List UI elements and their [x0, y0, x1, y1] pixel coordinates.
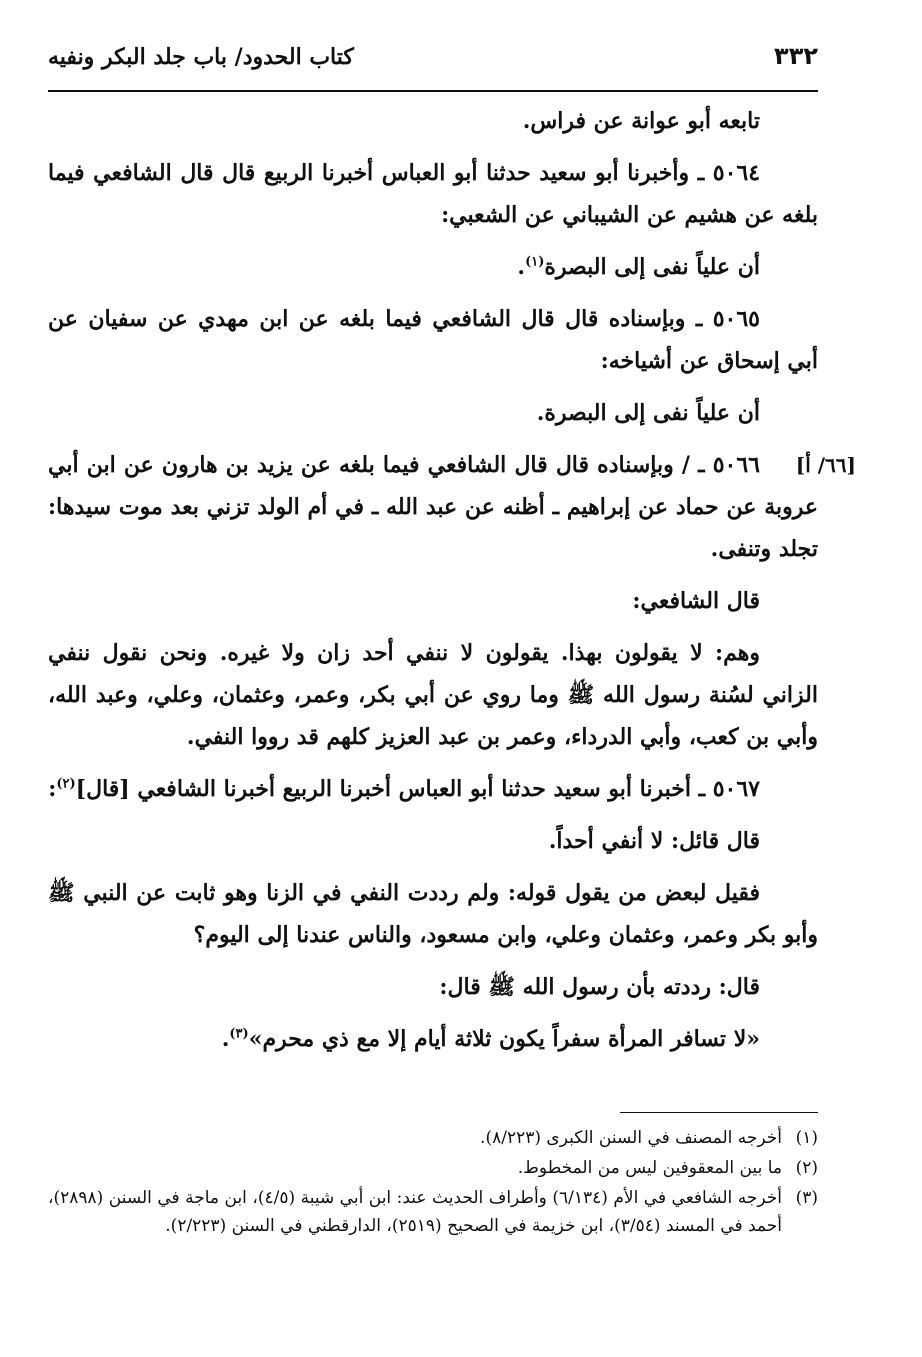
paragraph-text: قال قائل: لا أنفي أحداً. — [548, 828, 760, 854]
footnote-text: أخرجه الشافعي في الأم (٦/١٣٤) وأطراف الحديث عند: ابن أبي شيبة (٤/٥)، ابن ماجة في السنن (٢٨٩٨)، أحمد في المسند (٣/٥٤)، ابن خزيمة في الصحيح (٢٥١٩)، الدارقطني في السنن (٢/٢٢٣). — [48, 1188, 782, 1236]
paragraph-text: أخبرنا أبو سعيد حدثنا أبو العباس أخبرنا الربيع أخبرنا الشافعي [قال] — [75, 776, 691, 802]
paragraph-text: قال: رددته بأن رسول الله ﷺ قال: — [439, 974, 760, 1000]
hadith-number: ٥٠٦٦ ـ — [698, 452, 760, 478]
footnote-mark: (٢) — [795, 1158, 818, 1178]
hadith-5065 — [48, 298, 818, 382]
paragraph-text: قال الشافعي: — [632, 588, 760, 614]
footnote-mark: (٣) — [795, 1188, 818, 1208]
paragraph-text: تابعه أبو عوانة عن فراس. — [522, 108, 760, 134]
footnote-rule — [620, 1112, 818, 1113]
paragraph — [48, 392, 818, 434]
footnote-text: أخرجه المصنف في السنن الكبرى (٨/٢٢٣). — [480, 1128, 782, 1148]
paragraph-text: وهم: لا يقولون بهذا. يقولون لا ننفي أحد زان ولا غيره. ونحن نقول ننفي الزاني لسُنة رسول الله ﷺ وما روي عن أبي بكر، وعمر، وعثمان، وعلي، وعبد الله، وأبي بن كعب، وأبي الدرداء، وعمر بن عبد العزيز كلهم قد رووا النفي. — [48, 640, 818, 750]
footnote-ref: (١) — [525, 254, 545, 270]
hadith-5064 — [48, 152, 818, 236]
paragraph — [48, 246, 818, 288]
footnote-text: ما بين المعقوفين ليس من المخطوط. — [517, 1158, 782, 1178]
paragraph — [48, 872, 818, 956]
hadith-number: ٥٠٦٧ ـ — [698, 776, 760, 802]
hadith-5066 — [48, 444, 856, 570]
paragraph-text: وبإسناده قال قال الشافعي فيما بلغه عن ابن مهدي عن سفيان عن أبي إسحاق عن أشياخه: — [48, 306, 818, 374]
manuscript-folio-note: [٦٦/ أ] — [795, 453, 856, 477]
footnote — [48, 1184, 818, 1240]
paragraph — [48, 820, 818, 862]
paragraph-text: أن علياً نفى إلى البصرة. — [536, 400, 760, 426]
hadith-number: ٥٠٦٥ ـ — [695, 306, 760, 332]
page-number: ٣٣٢ — [774, 42, 818, 70]
footnote — [48, 1154, 818, 1182]
paragraph-tail: : — [48, 776, 57, 802]
paragraph-text: وأخبرنا أبو سعيد حدثنا أبو العباس أخبرنا الربيع قال قال الشافعي فيما بلغه عن هشيم عن الشيباني عن الشعبي: — [48, 160, 818, 228]
main-text — [48, 100, 856, 1070]
paragraph-text: أن علياً نفى إلى البصرة — [544, 254, 760, 280]
paragraph — [48, 1018, 818, 1060]
paragraph — [48, 632, 818, 758]
paragraph-text: / وبإسناده قال قال الشافعي فيما بلغه عن يزيد بن هارون عن ابن أبي عروبة عن حماد عن إبراهيم ـ أظنه عن عبد الله ـ في أم الولد تزني بعد موت سيدها: تجلد وتنفى. — [48, 452, 819, 562]
paragraph-tail: . — [221, 1026, 230, 1052]
paragraph-text: فقيل لبعض من يقول قوله: ولم رددت النفي في الزنا وهو ثابت عن النبي ﷺ وأبو بكر وعمر، وعثمان وعلي، وابن مسعود، والناس عندنا إلى اليوم؟ — [48, 880, 818, 948]
footnote-mark: (١) — [795, 1128, 818, 1148]
running-title: كتاب الحدود/ باب جلد البكر ونفيه — [48, 44, 354, 70]
footnote-ref: (٣) — [229, 1026, 249, 1042]
paragraph-text: «لا تسافر المرأة سفراً يكون ثلاثة أيام إلا مع ذي محرم» — [248, 1026, 760, 1052]
footnotes — [48, 1124, 818, 1242]
footnote — [48, 1124, 818, 1152]
header-rule — [48, 90, 818, 92]
hadith-number: ٥٠٦٤ ـ — [697, 160, 761, 186]
paragraph — [48, 966, 818, 1008]
paragraph — [48, 580, 818, 622]
footnote-ref: (٢) — [56, 776, 76, 792]
page-header — [48, 40, 818, 86]
hadith-5067 — [48, 768, 818, 810]
paragraph-tail: . — [517, 254, 526, 280]
paragraph — [48, 100, 818, 142]
